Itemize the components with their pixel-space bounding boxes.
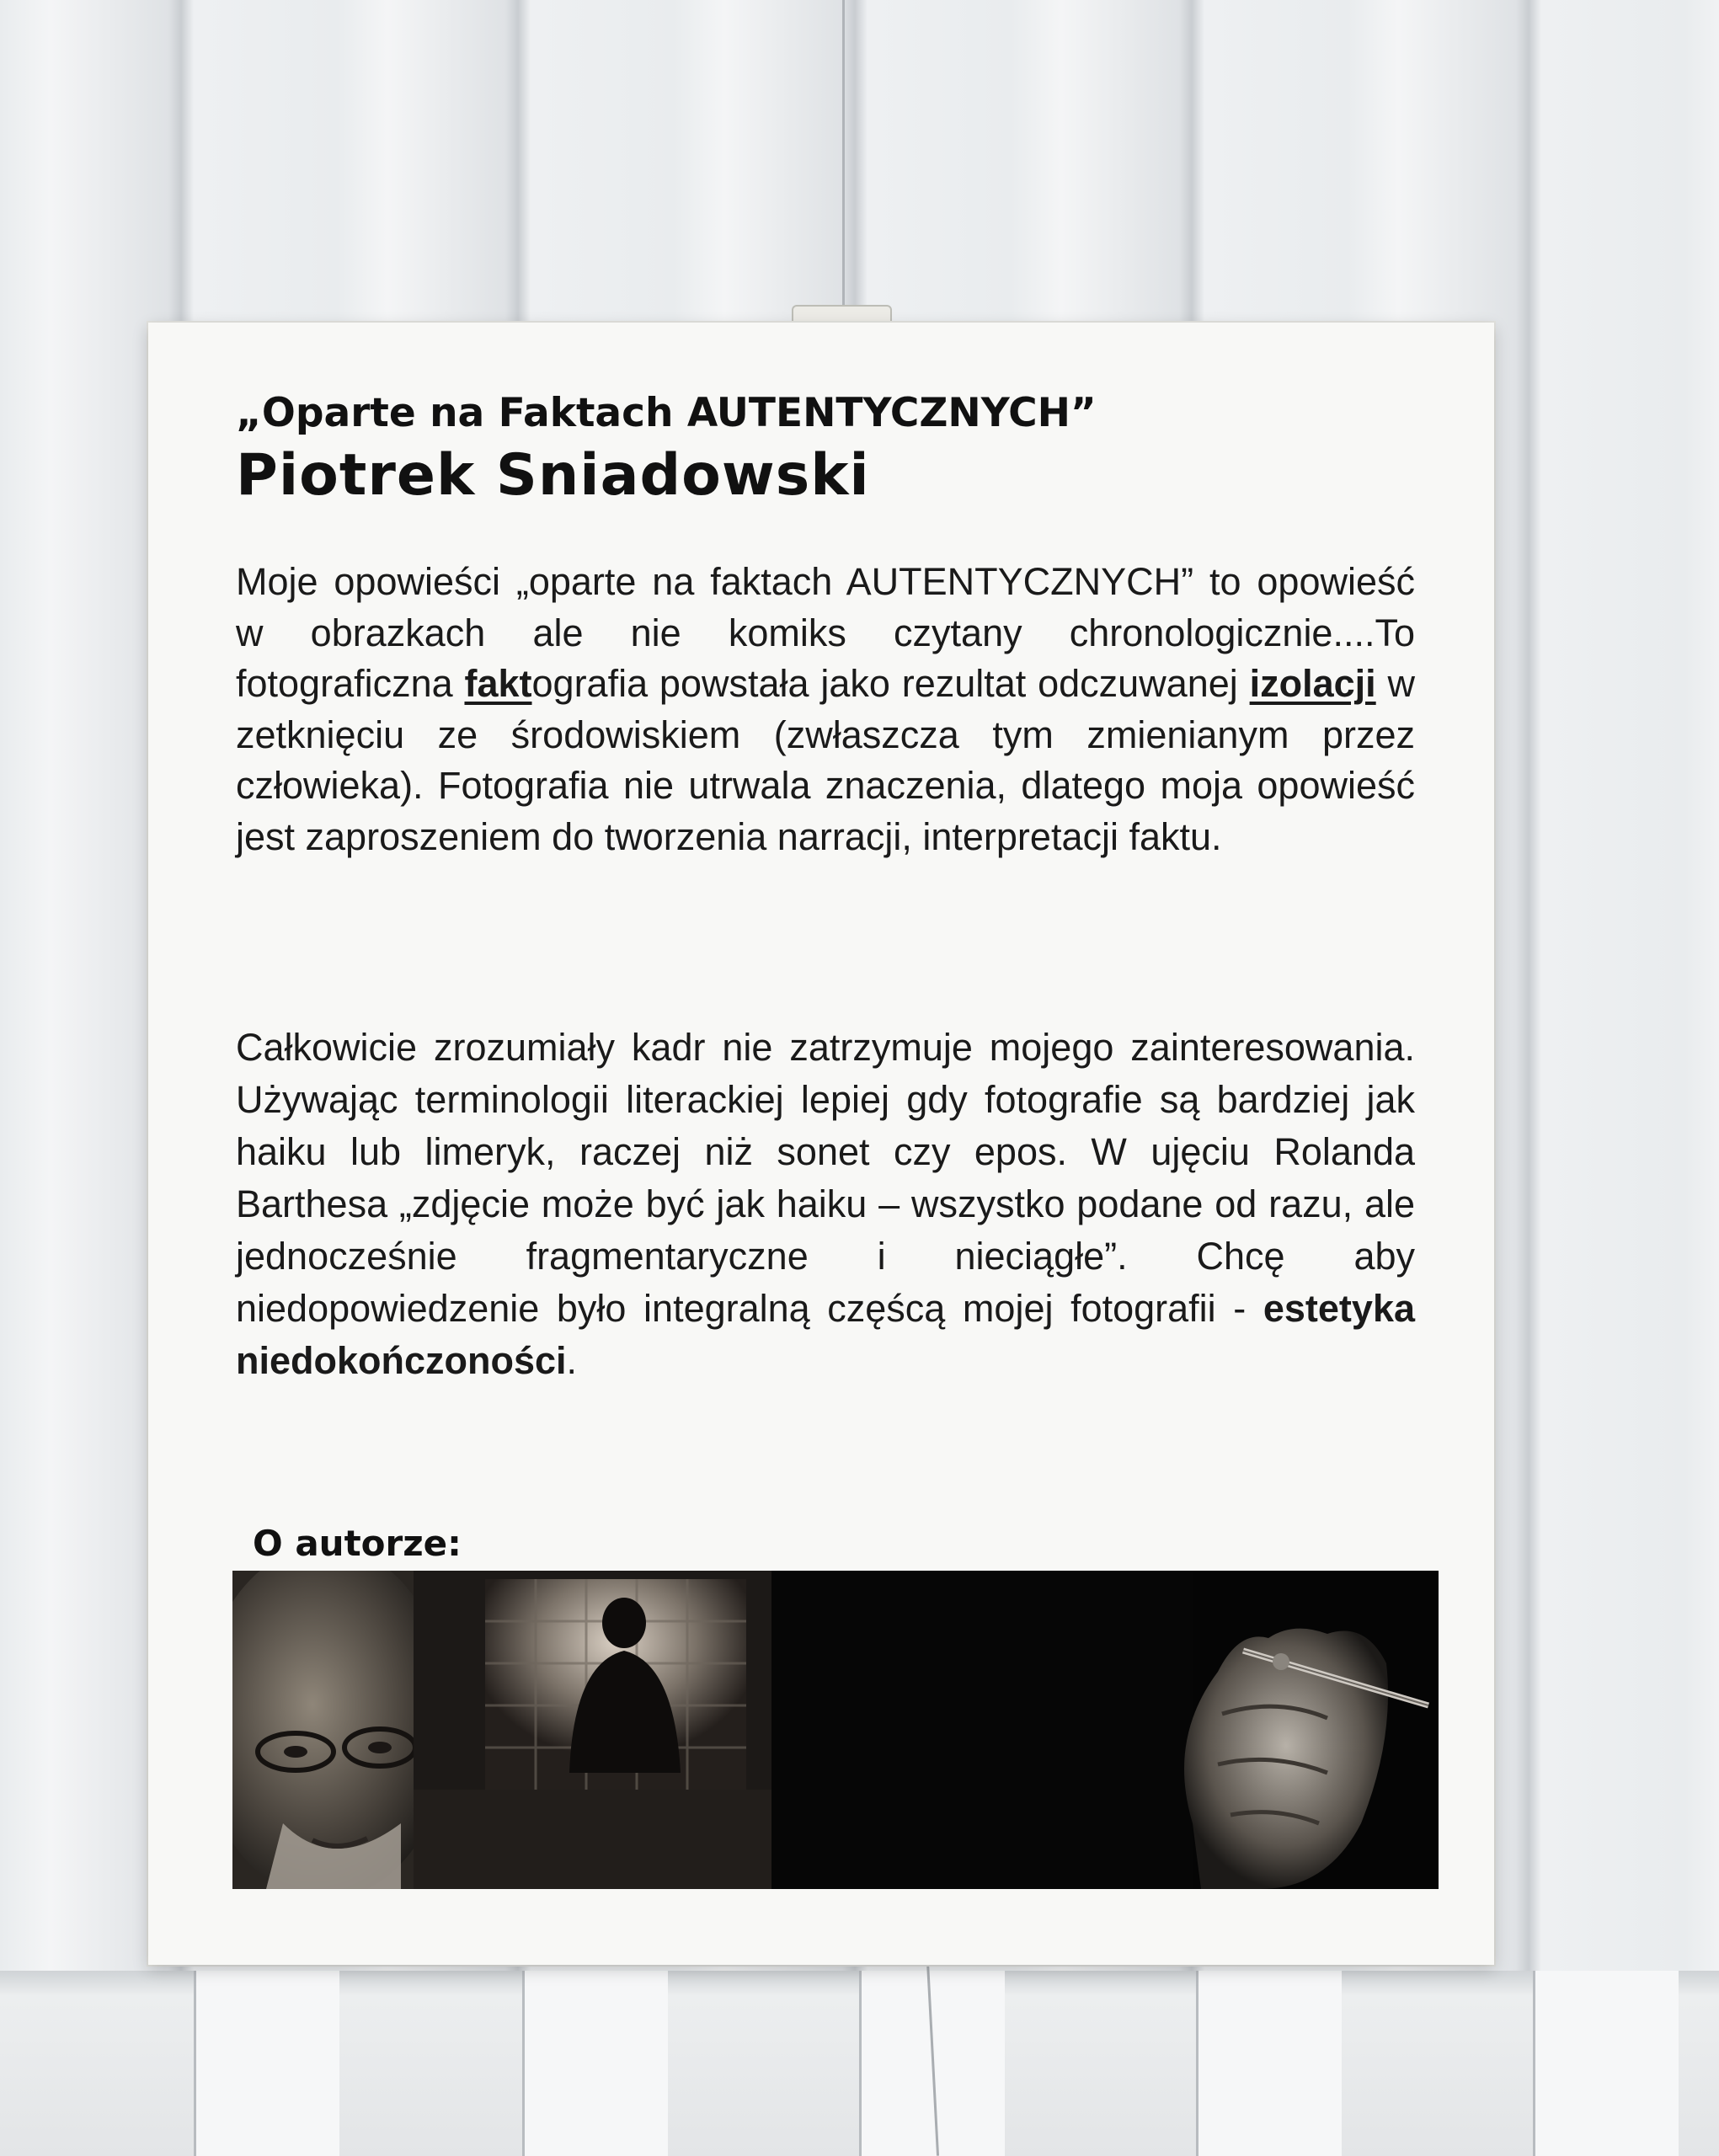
- poster-board: [148, 323, 1494, 1965]
- dark-panel: [771, 1571, 1193, 1889]
- paragraph-1-text-c: w zetknięciu ze środowiskiem (zwłaszcza tym zmienianym przez człowieka). Fotografia nie utrwala znaczenia, dlatego moja opowieść jest zaproszeniem do tworzenia narracji, interpretacji faktu.: [236, 662, 1415, 858]
- wall-base: [0, 1971, 1719, 2156]
- poster-title: „Oparte na Faktach AUTENTYCZNYCH”: [236, 390, 1097, 436]
- wall-step: [1533, 1971, 1679, 2156]
- author-name: Piotrek Sniadowski: [236, 442, 870, 509]
- hand-with-pen-photo: [1184, 1571, 1439, 1889]
- highlight-estetyka: estetyka niedokończoności: [236, 1287, 1415, 1382]
- paragraph-2: [236, 1022, 1415, 1387]
- paragraph-2-text-a: Całkowicie zrozumiały kadr nie zatrzymuje mojego zainteresowania. Używając terminologii literackiej lepiej gdy fotografie są bardziej jak haiku lub limeryk, raczej niż sonet czy epos. W ujęciu Rolanda Barthesa „zdjęcie może być jak haiku – wszystko podane od razu, ale jednocześnie fragmentaryczne i nieciągłe”. Chcę aby niedopowiedzenie było integralną częścą mojej fotografii -: [236, 1026, 1415, 1330]
- photo-strip: [232, 1571, 1439, 1889]
- highlight-izolacji: izolacji: [1249, 662, 1376, 705]
- paragraph-1-text-a: Moje opowieści „oparte na faktach AUTENTYCZNYCH” to opowieść w obrazkach ale nie komiks czytany chronologicznie....To fotograficzna: [236, 560, 1415, 705]
- wall-step: [194, 1971, 339, 2156]
- hanging-wire: [842, 0, 845, 320]
- paragraph-2-text-b: .: [566, 1339, 578, 1382]
- photo-strip-image: [232, 1571, 1439, 1889]
- paragraph-1-text-b: ografia powstała jako rezultat odczuwanej: [531, 662, 1250, 705]
- silhouette-window-photo: [414, 1571, 771, 1889]
- paragraph-1: [236, 557, 1415, 862]
- about-heading: O autorze:: [253, 1523, 462, 1564]
- wall-step: [1196, 1971, 1342, 2156]
- wall-step: [522, 1971, 668, 2156]
- highlight-fakt: fakt: [464, 662, 532, 705]
